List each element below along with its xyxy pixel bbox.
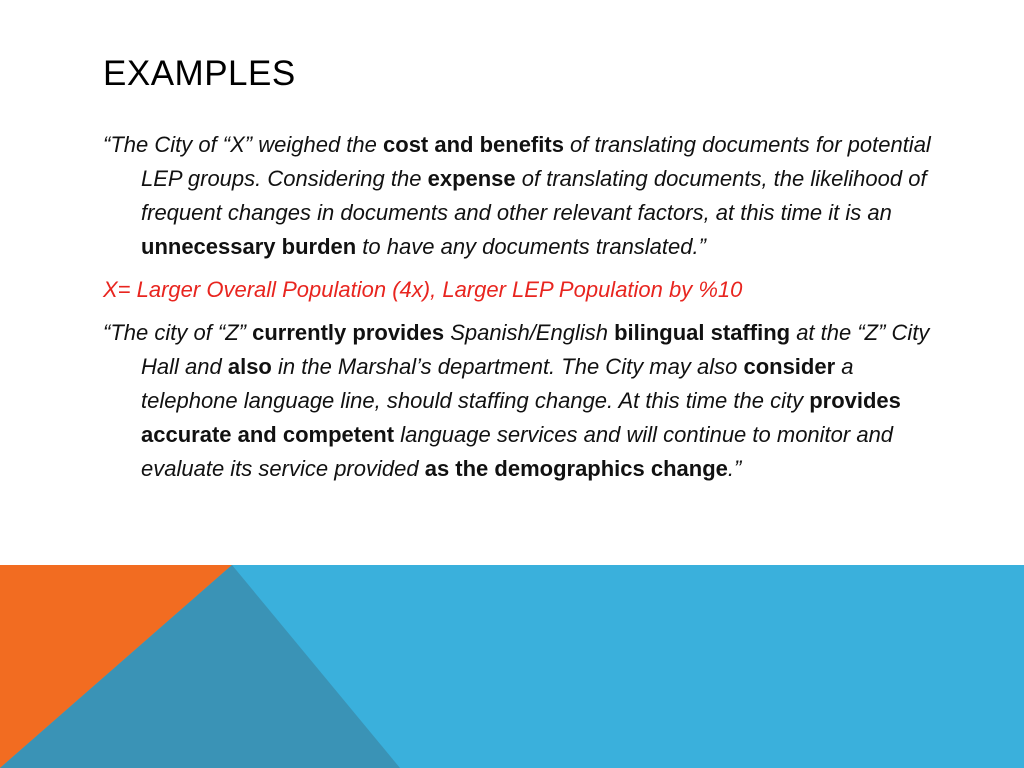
emphasis-segment: as the demographics change bbox=[424, 456, 728, 481]
text-segment: language services and will continue to monitor and evaluate its service provided bbox=[141, 422, 894, 481]
text-segment: in the Marshal’s department. The City may also bbox=[271, 354, 744, 379]
text-segment: of translating documents for potential LEP groups. Considering the bbox=[141, 132, 931, 191]
emphasis-segment: cost and benefits bbox=[383, 132, 564, 157]
slide-body bbox=[103, 128, 933, 495]
text-segment: to have any documents translated.” bbox=[356, 234, 706, 259]
text-segment: “The City of “X” weighed the bbox=[103, 132, 384, 157]
text-segment: “The city of “Z” bbox=[103, 320, 253, 345]
emphasis-segment: consider bbox=[743, 354, 836, 379]
text-segment: Spanish/English bbox=[444, 320, 615, 345]
text-segment: .” bbox=[727, 456, 742, 481]
text-segment: a telephone language line, should staffing change. At this time the city bbox=[141, 354, 854, 413]
example-z-quote bbox=[103, 316, 933, 486]
emphasis-segment: provides accurate and competent bbox=[141, 388, 901, 447]
text-segment: at the “Z” City Hall and bbox=[141, 320, 930, 379]
emphasis-segment: expense bbox=[427, 166, 516, 191]
text-segment: of translating documents, the likelihood of frequent changes in documents and other relevant factors, at this time it is an bbox=[141, 166, 927, 225]
slide-title: EXAMPLES bbox=[103, 54, 296, 93]
example-x-quote bbox=[103, 128, 933, 264]
example-x-note bbox=[103, 273, 933, 307]
emphasis-segment: also bbox=[227, 354, 272, 379]
emphasis-segment: unnecessary burden bbox=[141, 234, 357, 259]
emphasis-segment: bilingual staffing bbox=[614, 320, 791, 345]
emphasis-segment: currently provides bbox=[252, 320, 445, 345]
decorative-footer-shapes bbox=[0, 565, 1024, 768]
text-segment: X= Larger Overall Population (4x), Larger LEP Population by %10 bbox=[103, 277, 743, 302]
